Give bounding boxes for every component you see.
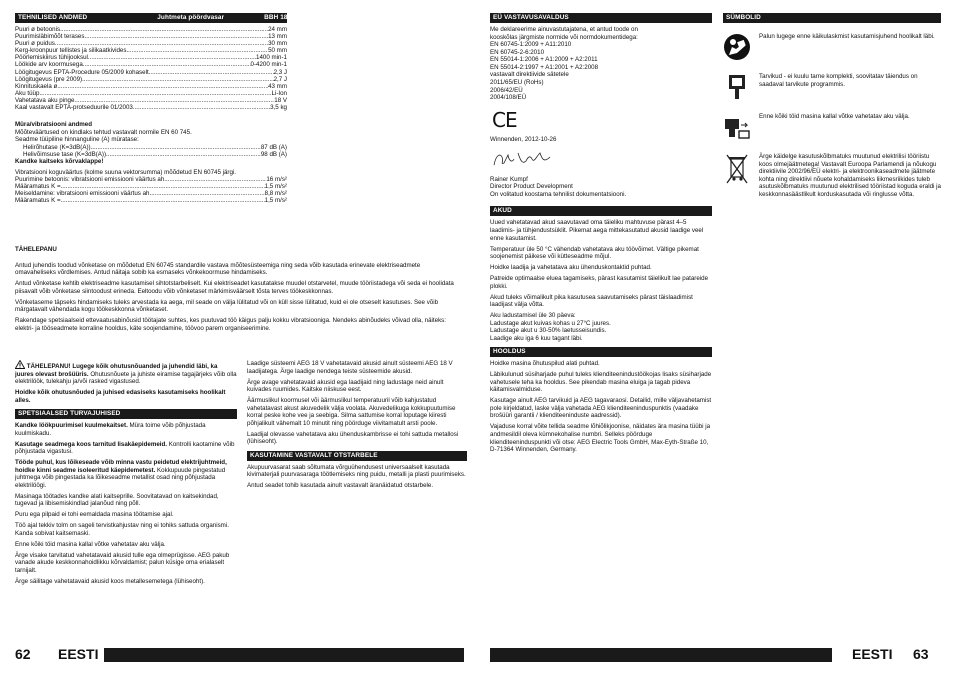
signer-note: On volitatud koostama tehnilist dokumentatsiooni. — [490, 190, 627, 198]
spec-row-value: 1400 min-1 — [256, 54, 287, 62]
noise-row-dots — [91, 144, 261, 151]
vibration-row-label: Määramatus K = — [15, 197, 61, 205]
vibration-row-dots — [149, 190, 264, 197]
spec-row — [15, 40, 287, 47]
spec-row-label: Löökide arv koormusega — [15, 61, 83, 69]
left-page-column-3 — [247, 360, 467, 493]
vibration-row-value: 1,5 m/s² — [264, 183, 287, 191]
notice-paragraph: Antud võnketase kehtib elektriseadme kasutamisel sihtotstarbeliselt. Kui elektriseadet kasutatakse muudel otstarvetel, muude tööriistadega või seda ei hoolidata piisavalt võib võnketase siintoodust erineda. Eeltoodu võib võnketaset märkimisväärselt tõsta terves töökeskkonnas. — [15, 280, 454, 295]
spec-row-label: Aku tüüp — [15, 89, 40, 97]
battery-header-label: AKUD — [493, 207, 512, 215]
usage-header — [247, 451, 467, 461]
symbol-text-accessory: Tarvikud - ei kuulu tarne komplekti, soovitatav täiendus on saadaval tarvikute programmis. — [759, 73, 918, 88]
accessory-icon — [723, 73, 751, 101]
conformity-lines — [490, 26, 712, 102]
right-page-language: EESTI — [852, 646, 893, 662]
spec-row-dots — [88, 54, 256, 61]
battery-paragraph: Patreide optimaalse eluea tagamiseks, pärast kasutamist täielikult lae patareide plokki. — [490, 274, 709, 290]
spec-row-label: Vahetatava aku pinge — [15, 96, 75, 104]
maintenance-paragraph: Kasutage ainult AEG tarvikuid ja AEG tagavaraosi. Detailid, mille väljavahetamist pole kirjeldatud, laske välja vahetada AEG klienditeeninduspunktis (vaadake brošüüri garantii / klienditeeninduste aadressid). — [490, 397, 712, 420]
safety-item — [15, 522, 237, 537]
safety-item — [15, 552, 237, 575]
spec-row-label: Kerg-kroonpuur tellistes ja silikaatkivides — [15, 47, 127, 55]
spec-row-dots — [83, 61, 251, 68]
spec-row-dots — [126, 47, 268, 54]
warning-text: Ohutusnõuete ja juhiste eiramise tagajärjeks võib olla elektrilöök, tulekahju ja/või rasked vigastused. — [15, 370, 237, 386]
tech-data-title: TEHNILISED ANDMED — [18, 14, 88, 21]
conformity-line: Me deklareerime ainuvastutajatena, et antud toode on — [490, 26, 638, 33]
spec-row-value: 50 mm — [268, 47, 287, 55]
safety-item-bold: Kandke löökpuurimisel kuulmekaitset. — [15, 422, 128, 430]
safety-item — [15, 493, 237, 508]
signer-name: Rainer Kumpf — [490, 175, 528, 183]
spec-row-value: 30 mm — [268, 40, 287, 48]
conformity-line: vastavalt direktiivide sätetele — [490, 71, 569, 79]
spec-row — [15, 54, 287, 61]
spec-row — [15, 26, 287, 33]
battery-paragraph: Akud tuleks võimalikult pika kasutusea saavutamiseks pärast täislaadimist laadijast välja võtta. — [490, 293, 693, 309]
warning-block — [15, 360, 237, 386]
notice-paragraph: Antud juhendis toodud võnketase on mõõdetud EN 60745 standardile vastava mõõtesüsteemiga ning seda võib kasutada erinevate elektriseadmete omavaheliseks võrdlemises. Antud näitaja sobib ka esmaseks võnkekoormuse hindamiseks. — [15, 261, 421, 277]
spec-row — [15, 83, 287, 90]
warning-triangle-icon — [15, 360, 25, 369]
conformity-line: EN 55014-1:2006 + A1:2009 + A2:2011 — [490, 56, 598, 64]
usage-paragraph: Antud seadet tohib kasutada ainult vastavalt äranäidatud otstarbele. — [247, 482, 434, 490]
tech-data-header — [15, 13, 287, 23]
conformity-line: 2011/65/EU (RoHs) — [490, 78, 544, 86]
symbol-row-weee — [723, 153, 941, 198]
spec-row — [15, 76, 287, 83]
spec-row-dots — [74, 97, 274, 104]
safety-item-text: Kontrolli kaotamine võib põhjustada vigastusi. — [15, 440, 235, 456]
battery-safety-paragraph: Ärge avage vahetatavaid akusid ega laadijaid ning ladustage neid ainult kuivades ruumides. Kaitske niiskuse eest. — [247, 378, 444, 394]
battery-paragraph: Uued vahetatavad akud saavutavad oma täieliku mahtuvuse pärast 4–5 laadimis- ja tühjendustsüklit. Pikemat aega mittekasutatud akusid laadige veel enne kasutamist. — [490, 219, 704, 242]
spec-row — [15, 47, 287, 54]
symbol-row-read-manual — [723, 33, 941, 61]
right-page-number: 63 — [913, 646, 929, 662]
safety-item — [15, 441, 237, 456]
noise-list — [15, 144, 287, 158]
safety-item-bold: Kasutage seadmega koos tarnitud lisakäepidemeid. — [15, 440, 167, 448]
usage-header-label: KASUTAMINE VASTAVALT OTSTARBELE — [250, 451, 378, 459]
symbol-row-remove-battery — [723, 113, 941, 141]
conformity-header-label: EÜ VASTAVUSAVALDUS — [493, 14, 569, 21]
safety-item-text: Masinaga töötades kandke alati kaitseprille. Soovitatavad on kaitsekindad, tugevad ja libisemiskindlad jalanõud ning põll. — [15, 492, 219, 508]
noise-row — [23, 151, 287, 158]
maintenance-header — [490, 347, 712, 357]
warning-bold: TÄHELEPANU! Lugege kõik ohutusnõuanded ja juhendid läbi, ka juures olevast brošüüris. — [15, 363, 218, 378]
symbols-header — [723, 13, 941, 23]
spec-row-dots — [133, 104, 270, 111]
noise-row-value: 98 dB (A) — [260, 150, 287, 158]
spec-row-dots — [55, 40, 268, 47]
notice-paragraphs — [15, 262, 457, 333]
vibration-row-label: Meiseldamine: vibratsiooni emissiooni väärtus ah — [15, 190, 150, 198]
signer-title: Director Product Development — [490, 183, 573, 191]
spec-row-value: 3,5 kg — [270, 104, 287, 112]
battery-paragraph: Temperatuur üle 50 °C vähendab vahetatava aku töövõimet. Vältige pikemat soojenemist päikese või kütteseadme mõjul. — [490, 245, 699, 261]
notice-paragraph: Rakendage spetsiaalseid ettevaatusabinõusid töötajate suhtes, kes puutuvad töö käigus palju kokku vibratsiooniga. Nendeks abinõudeks võivad olla, näiteks: elektri- ja tööseadmete korraline hooldus, käte soojendamine, töövoo parem organiseerimine. — [15, 317, 446, 332]
spec-row — [15, 33, 287, 40]
vibration-intro: Vibratsiooni koguväärtus (kolme suuna vektorsumma) mõõdetud EN 60745 järgi. — [15, 168, 237, 176]
symbols-header-label: SÜMBOLID — [726, 14, 761, 21]
safety-item-text: Ärge säilitage vahetatavaid akusid koos metallesemetega (lühiseoht). — [15, 577, 205, 585]
safety-item-text: Enne kõiki töid masina kallal võtke vahetatav aku välja. — [15, 540, 166, 548]
safety-item-text: Müra toime võib põhjustada kuulmiskadu. — [15, 422, 206, 437]
vibration-row-dots — [61, 183, 265, 190]
spec-row-value: 2,3 J — [273, 68, 287, 76]
symbol-row-accessory — [723, 73, 941, 101]
left-page-column-1 — [15, 13, 287, 205]
spec-row-dots — [57, 83, 268, 90]
vibration-row-dots — [61, 197, 265, 204]
vibration-row-value: 8,8 m/s² — [264, 190, 287, 198]
usage-paragraph: Akupuurvasarat saab sõltumata võrguühendusest universaalselt kasutada kivimaterjali puurvasaraga töötlemiseks ning puidu, metalli ja plasti puurimiseks. — [247, 463, 466, 479]
vibration-row — [15, 197, 287, 204]
noise-row-value: 87 dB (A) — [260, 143, 287, 151]
symbol-text-remove-battery: Enne kõiki töid masina kallal võtke vahetatav aku välja. — [759, 113, 910, 120]
noise-row-label: Helirõhutase (K=3dB(A)) — [23, 143, 91, 151]
battery-safety-paragraph: Äärmuslikul koormusel või äärmuslikul temperatuuril võib kahjustatud vahetatavast akust akuvedelik välja voolata. Akuvedelikuga kokkupuutumise korral peske kohe vee ja seebiga. Silma sattumise korral loputage kiiresti põhjalikult vähemalt 10 minutit ning pöörduge viivitamatult arsti poole. — [247, 397, 456, 427]
battery-safety-paragraph: Laadijal olevasse vahetatava aku ühenduskambrisse ei tohi sattuda metallosi (lühiseoht). — [247, 430, 459, 446]
spec-row-label: Kinnituskaela ø — [15, 82, 58, 90]
vibration-list — [15, 176, 287, 204]
right-footer-bar — [490, 648, 832, 662]
left-footer-bar — [104, 648, 464, 662]
spec-row-value: 18 V — [274, 96, 287, 104]
spec-row-label: Kaal vastavalt EPTA-protseduurile 01/2003 — [15, 104, 133, 112]
maintenance-paragraph: Hoidke masina õhutuspilud alati puhtad. — [490, 360, 600, 368]
safety-item — [15, 422, 237, 437]
safety-item-bold: Tööde puhul, kus lõikeseade võib minna vastu peidetud elektrijuhtmeid, hoidke kinni seadme isoleeritud käepidemetest. — [15, 459, 227, 474]
spec-row-value: 43 mm — [268, 82, 287, 90]
spec-row-dots — [60, 26, 268, 33]
symbol-text-weee: Ärge käidelge kasutuskõlbmatuks muutunud elektrilisi tööriistu koos olmejäätmetega! Vastavalt Euroopa Parlamendi ja nõukogu direktiivile 2002/96/EÜ elektri- ja elektroonikaseadmete jäätmete kohta ning direktiivi nõuete kohaldamiseks liikmesriikides tuleb asutuskõlbmatuks muutunud elektrilised tööriistad koguda eraldi ja keskkonnasäästlikult korduskasutada või ringlusse võtta. — [759, 153, 941, 198]
noise-row-label: Helivõimsuse tase (K=3dB(A)) — [23, 150, 107, 158]
battery-safety-paragraph: Laadige süsteemi AEG 18 V vahetatavaid akusid ainult süsteemi AEG 18 V laadijatega. Ärge laadige nendega teiste süsteemide akusid. — [247, 360, 453, 375]
ce-mark-text: CE — [492, 107, 517, 132]
read-manual-icon — [723, 33, 751, 61]
spec-row — [15, 61, 287, 68]
conformity-header — [490, 13, 712, 23]
spec-row-value: 0-4200 min-1 — [250, 61, 287, 69]
noise-title: Müra/vibratsiooni andmed — [15, 121, 93, 129]
tech-data-model: BBH 18 — [264, 14, 288, 21]
spec-row-dots — [82, 76, 274, 83]
usage-paragraphs — [247, 464, 467, 490]
weee-bin-icon — [723, 153, 751, 187]
vibration-row-label: Puurimine betoonis: vibratsiooni emissiooni väärtus ah — [15, 176, 165, 184]
notice-block — [15, 246, 457, 336]
safety-item-text: Kokkupuude pingestatud juhtmega võib pingestada ka lõikeseadme metallist osad ning põhjustada elektrilöögi. — [15, 466, 226, 489]
vibration-row-label: Määramatus K = — [15, 183, 61, 191]
safety-item — [15, 459, 237, 489]
vibration-row — [15, 183, 287, 190]
spec-row-value: Li-Ion — [271, 89, 287, 97]
left-page-column-2 — [15, 360, 237, 589]
noise-row — [23, 144, 287, 151]
maintenance-paragraphs — [490, 360, 712, 453]
spec-row — [15, 104, 287, 111]
warning-keep: Hoidke kõik ohutusnõuded ja juhised edasiseks kasutamiseks hoolikalt alles. — [15, 389, 226, 404]
tech-data-product: Juhtmeta pöördvasar — [157, 14, 225, 21]
safety-item-text: Töö ajal tekkiv tolm on sageli tervistkahjustav ning ei tohiks sattuda organismi. Kanda sobivat kaitsemaski. — [15, 522, 229, 537]
spec-row-label: Puuri ø betoonis — [15, 26, 61, 33]
noise-intro2: Seadme tüüpiline hinnanguline (A) müratase: — [15, 136, 139, 144]
safety-header — [15, 409, 237, 419]
notice-paragraph: Võnketaseme täpseks hindamiseks tuleks arvestada ka aega, mil seade on välja lülitatud või on küll sisse lülitatud, kuid ei ole otseselt kasutuses. See võib märgatavalt vähendada kogu töökeskkonna võnketaset. — [15, 298, 439, 314]
maintenance-header-label: HOOLDUS — [493, 348, 526, 356]
conformity-line: 2004/108/EÜ — [490, 94, 527, 102]
notice-title: TÄHELEPANU — [15, 246, 57, 253]
spec-row-dots — [39, 90, 271, 97]
spec-row — [15, 90, 287, 97]
spec-row-label: Löögitugevus (pre 2009) — [15, 75, 83, 83]
spec-row-value: 13 mm — [268, 33, 287, 41]
safety-item — [15, 578, 237, 586]
spec-row-label: Puurimisläbimõõt terases — [15, 33, 85, 41]
conformity-line: EN 60745-2-6:2010 — [490, 48, 545, 56]
noise-row-dots — [106, 151, 261, 158]
conformity-line: EN 55014-2:1997 + A1:2001 + A2:2008 — [490, 63, 599, 71]
battery-paragraph: Aku ladustamisel üle 30 päeva: Ladustage akut kuivas kohas u 27°C juures. Ladustage akut u 30-50% laetusseisundis. Laadige aku iga 6 kuu tagant läbi. — [490, 312, 611, 342]
vibration-row-value: 1,5 m/s² — [264, 197, 287, 205]
safety-item — [15, 511, 237, 519]
battery-paragraphs — [490, 219, 712, 342]
place-date: Winnenden, 2012-10-26 — [490, 135, 557, 143]
spec-row-dots — [84, 33, 268, 40]
battery-paragraph: Hoidke laadija ja vahetatava aku ühenduskontaktid puhtad. — [490, 264, 652, 272]
remove-battery-icon — [723, 113, 751, 141]
safety-list — [15, 422, 237, 585]
left-page-language: EESTI — [58, 646, 99, 662]
safety-item — [15, 541, 237, 549]
spec-list — [15, 26, 287, 111]
right-page-column-1 — [490, 13, 712, 457]
spec-row — [15, 97, 287, 104]
conformity-line: 2006/42/EÜ — [490, 86, 523, 94]
ce-mark — [492, 107, 712, 132]
safety-header-label: SPETSIAALSED TURVAJUHISED — [18, 410, 121, 418]
battery-safety-paragraphs — [247, 360, 467, 446]
left-page-number: 62 — [15, 646, 31, 662]
conformity-line: EN 60745-1:2009 + A11:2010 — [490, 41, 572, 49]
vibration-row-value: 16 m/s² — [266, 176, 287, 184]
conformity-line: kooskõlas järgmiste normide või normdokumentidega: — [490, 33, 638, 41]
vibration-row-dots — [164, 176, 266, 183]
ear-protection-note: Kandke kaitseks kõrvaklappe! — [15, 158, 104, 165]
spec-row — [15, 69, 287, 76]
spec-row-label: Löögitugevus EPTA-Procedure 05/2009 kohaselt — [15, 68, 149, 76]
safety-item-text: Ärge visake tarvitatud vahetatavaid akusid tulle ega olmeprügisse. AEG pakub vanade akude keskkonnahoidlikku kõrvaldamist; palun küsige oma erialaselt tarnijalt. — [15, 551, 230, 574]
safety-item-text: Puru ega pilpaid ei tohi eemaldada masina töötamise ajal. — [15, 511, 174, 519]
symbol-text-read-manual: Palun lugege enne käikulaskmist kasutamisjuhend hoolikalt läbi. — [759, 33, 935, 40]
spec-row-value: 24 mm — [268, 26, 287, 33]
vibration-row — [15, 176, 287, 183]
maintenance-paragraph: Läbikulunud süsiharjade puhul tuleks klienditeenindustöökojas lisaks süsiharjade vahetusele teha ka hooldus. See pikendab masina eluiga ja tagab pideva käitamisvalmiduse. — [490, 371, 712, 394]
noise-intro: Mõõteväärtused on kindlaks tehtud vastavalt normile EN 60 745. — [15, 128, 192, 136]
battery-header — [490, 206, 712, 216]
signature-image — [492, 149, 552, 171]
spec-row-value: 2,7 J — [273, 75, 287, 83]
right-page-column-2 — [723, 13, 941, 210]
spec-row-dots — [149, 69, 274, 76]
vibration-row — [15, 190, 287, 197]
spec-row-label: Pöörlemiskiirus tühijooksul — [15, 54, 88, 62]
maintenance-paragraph: Vajaduse korral võite tellida seadme lõhiõlikjoonise, näidates ära masina tüübi ja andmesildil oleva kümnekohalise numbri. Selleks pöörduge klienditeeninduspunkti või otse: AEG Electric Tools GmbH, Max-Eyth-Straße 10, D-71364 Winnenden, Germany. — [490, 423, 711, 454]
spec-row-label: Puuri ø puidus — [15, 40, 55, 48]
